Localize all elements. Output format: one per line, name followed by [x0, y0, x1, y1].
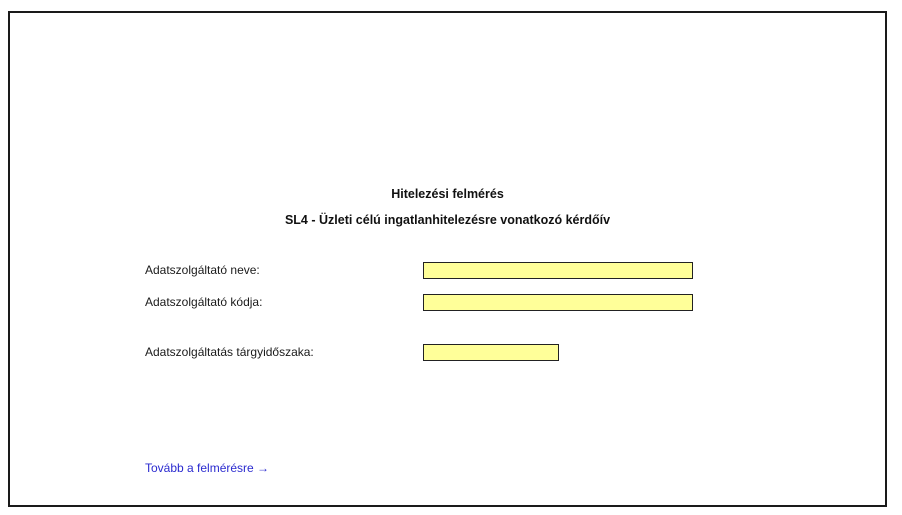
provider-code-field[interactable]: [423, 294, 693, 311]
provider-name-label: Adatszolgáltató neve:: [145, 263, 260, 277]
period-field[interactable]: [423, 344, 559, 361]
page-subtitle: SL4 - Üzleti célú ingatlanhitelezésre vonatkozó kérdőív: [284, 213, 611, 227]
provider-name-field[interactable]: [423, 262, 693, 279]
continue-to-survey-link[interactable]: Tovább a felmérésre →: [145, 461, 270, 475]
sheet-frame: [8, 11, 887, 507]
period-label: Adatszolgáltatás tárgyidőszaka:: [145, 345, 314, 359]
provider-code-label: Adatszolgáltató kódja:: [145, 295, 263, 309]
page-title: Hitelezési felmérés: [391, 187, 504, 201]
